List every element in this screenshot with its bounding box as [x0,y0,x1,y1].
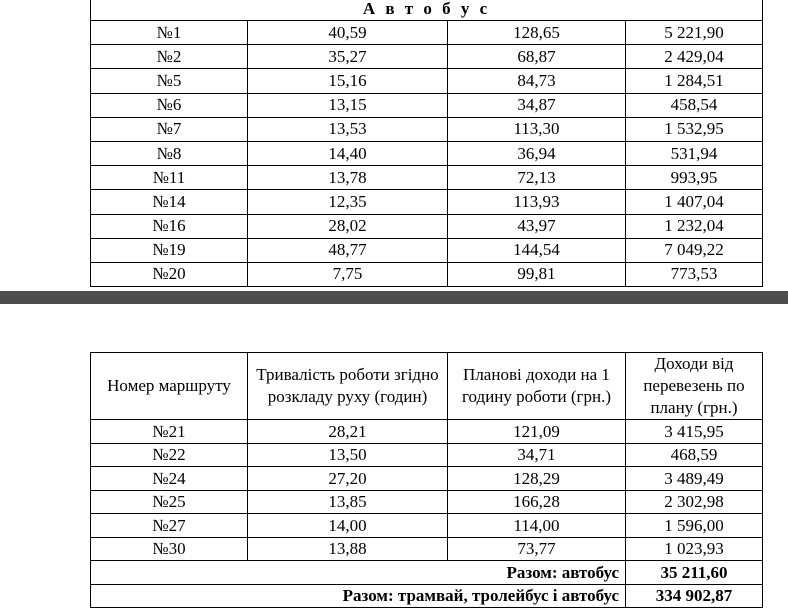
income-per-hour-cell: 68,87 [448,45,626,69]
route-number-cell: №2 [91,45,248,69]
table-row [91,166,763,190]
bus-routes-table-bottom [90,352,763,608]
work-duration-cell: 35,27 [248,45,448,69]
planned-income-cell: 3 415,95 [626,420,763,444]
total-value: 334 902,87 [626,584,763,608]
planned-income-cell: 1 532,95 [626,117,763,141]
work-duration-cell: 14,00 [248,514,448,538]
work-duration-cell: 12,35 [248,190,448,214]
work-duration-cell: 28,21 [248,420,448,444]
income-per-hour-cell: 36,94 [448,141,626,165]
income-per-hour-cell: 99,81 [448,262,626,286]
planned-income-cell: 468,59 [626,443,763,467]
income-per-hour-cell: 113,30 [448,117,626,141]
work-duration-cell: 7,75 [248,262,448,286]
table-row [91,141,763,165]
income-per-hour-cell: 128,29 [448,467,626,491]
planned-income-cell: 1 232,04 [626,214,763,238]
table-row [91,420,763,444]
table-row [91,490,763,514]
table-row [91,514,763,538]
section-title: А в т о б у с [91,0,763,21]
header-planned-income-per-hour: Планові доходи на 1 годину роботи (грн.) [448,353,626,420]
planned-income-cell: 7 049,22 [626,238,763,262]
header-planned-income: Доходи від перевезень по плану (грн.) [626,353,763,420]
work-duration-cell: 13,78 [248,166,448,190]
planned-income-cell: 2 429,04 [626,45,763,69]
work-duration-cell: 13,88 [248,537,448,561]
income-per-hour-cell: 114,00 [448,514,626,538]
section-title-row [91,0,763,21]
route-number-cell: №24 [91,467,248,491]
route-number-cell: №30 [91,537,248,561]
table-row [91,214,763,238]
table-row [91,238,763,262]
route-number-cell: №20 [91,262,248,286]
table-row [91,117,763,141]
route-number-cell: №6 [91,93,248,117]
route-number-cell: №11 [91,166,248,190]
bus-routes-table-top [90,0,763,287]
total-row [91,584,763,608]
income-per-hour-cell: 84,73 [448,69,626,93]
income-per-hour-cell: 128,65 [448,21,626,45]
route-number-cell: №8 [91,141,248,165]
planned-income-cell: 5 221,90 [626,21,763,45]
work-duration-cell: 13,85 [248,490,448,514]
income-per-hour-cell: 121,09 [448,420,626,444]
table-row [91,537,763,561]
income-per-hour-cell: 73,77 [448,537,626,561]
total-label: Разом: автобус [91,561,626,585]
route-number-cell: №1 [91,21,248,45]
income-per-hour-cell: 43,97 [448,214,626,238]
work-duration-cell: 13,50 [248,443,448,467]
planned-income-cell: 993,95 [626,166,763,190]
route-number-cell: №5 [91,69,248,93]
total-label: Разом: трамвай, тролейбус і автобус [91,584,626,608]
work-duration-cell: 40,59 [248,21,448,45]
total-row [91,561,763,585]
route-number-cell: №14 [91,190,248,214]
table-row [91,467,763,491]
income-per-hour-cell: 34,71 [448,443,626,467]
header-work-duration: Тривалість роботи згідно розкладу руху (годин) [248,353,448,420]
planned-income-cell: 3 489,49 [626,467,763,491]
planned-income-cell: 1 596,00 [626,514,763,538]
route-number-cell: №7 [91,117,248,141]
header-row [91,353,763,420]
income-per-hour-cell: 34,87 [448,93,626,117]
route-number-cell: №16 [91,214,248,238]
table-row [91,190,763,214]
route-number-cell: №19 [91,238,248,262]
income-per-hour-cell: 113,93 [448,190,626,214]
work-duration-cell: 13,53 [248,117,448,141]
route-number-cell: №25 [91,490,248,514]
table-row [91,262,763,286]
work-duration-cell: 13,15 [248,93,448,117]
planned-income-cell: 2 302,98 [626,490,763,514]
planned-income-cell: 1 284,51 [626,69,763,93]
income-per-hour-cell: 144,54 [448,238,626,262]
table-row [91,69,763,93]
table-row [91,443,763,467]
work-duration-cell: 14,40 [248,141,448,165]
income-per-hour-cell: 72,13 [448,166,626,190]
work-duration-cell: 48,77 [248,238,448,262]
planned-income-cell: 773,53 [626,262,763,286]
table-row [91,93,763,117]
header-route-number: Номер маршруту [91,353,248,420]
planned-income-cell: 458,54 [626,93,763,117]
route-number-cell: №21 [91,420,248,444]
route-number-cell: №22 [91,443,248,467]
table-row [91,45,763,69]
page-separator [0,291,788,304]
planned-income-cell: 1 023,93 [626,537,763,561]
planned-income-cell: 531,94 [626,141,763,165]
income-per-hour-cell: 166,28 [448,490,626,514]
work-duration-cell: 15,16 [248,69,448,93]
route-number-cell: №27 [91,514,248,538]
planned-income-cell: 1 407,04 [626,190,763,214]
total-value: 35 211,60 [626,561,763,585]
work-duration-cell: 27,20 [248,467,448,491]
table-row [91,21,763,45]
work-duration-cell: 28,02 [248,214,448,238]
